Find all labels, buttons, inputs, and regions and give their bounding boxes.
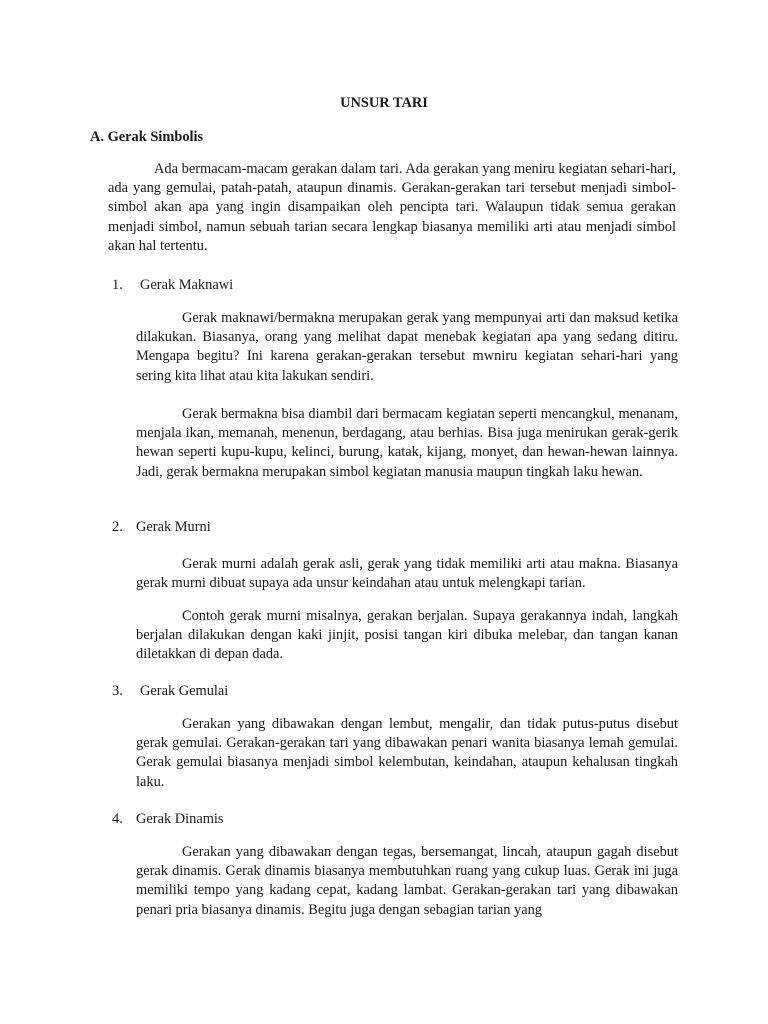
list-item-label: Gerak Maknawi — [140, 277, 234, 293]
paragraph: Gerakan yang dibawakan dengan lembut, mengalir, dan tidak putus-putus disebut gerak gemulai. Gerakan-gerakan tari yang dibawakan penari wanita biasanya lemah gemulai. Gerak gemulai biasanya menjadi simbol kelembutan, keindahan, ataupun kehalusan tingkah laku. — [136, 716, 678, 790]
list-item-heading-1 — [112, 276, 233, 295]
section-heading: A. Gerak Simbolis — [90, 129, 204, 145]
list-item-label: Gerak Gemulai — [140, 683, 229, 699]
list-item-heading-2 — [112, 518, 211, 537]
paragraph: Gerak maknawi/bermakna merupakan gerak yang mempunyai arti dan maksud ketika dilakukan. Biasanya, orang yang melihat dapat menebak kegiatan apa yang sedang ditiru. Mengapa begitu? Ini karena gerakan-gerakan tersebut mwniru kegiatan sehari-hari yang sering kita lihat atau kita lakukan sendiri. — [136, 310, 678, 384]
list-item-label: Gerak Murni — [136, 519, 211, 535]
intro-paragraph: Ada bermacam-macam gerakan dalam tari. Ada gerakan yang meniru kegiatan sehari-hari, ada yang gemulai, patah-patah, ataupun dinamis. Gerakan-gerakan tari tersebut menjadi simbol-simbol akan apa yang ingin disampaikan oleh pencipta tari. Walaupun tidak semua gerakan menjadi simbol, namun sebuah tarian secara lengkap biasanya memiliki arti atau menjadi simbol akan hal tertentu. — [108, 161, 676, 254]
paragraph: Contoh gerak murni misalnya, gerakan berjalan. Supaya gerakannya indah, langkah berjalan dilakukan dengan kaki jinjit, posisi tangan kiri dibuka melebar, dan tangan kanan diletakkan di depan dada. — [136, 608, 678, 663]
page-title: UNSUR TARI — [340, 95, 428, 111]
paragraph: Gerakan yang dibawakan dengan tegas, bersemangat, lincah, ataupun gagah disebut gerak dinamis. Gerak dinamis biasanya membutuhkan ruang yang cukup luas. Gerak ini juga memiliki tempo yang kadang cepat, kadang lambat. Gerakan-gerakan tari yang dibawakan penari pria biasanya dinamis. Begitu juga dengan sebagian tarian yang — [136, 844, 678, 918]
list-item-number: 4. — [112, 811, 123, 827]
paragraph: Gerak bermakna bisa diambil dari bermacam kegiatan seperti mencangkul, menanam, menjala ikan, memanah, menenun, berdagang, atau berhias. Bisa juga menirukan gerak-gerik hewan seperti kupu-kupu, kelinci, burung, katak, kijang, monyet, dan hewan-hewan lainnya. Jadi, gerak bermakna merupakan simbol kegiatan manusia maupun tingkah laku hewan. — [136, 406, 678, 480]
paragraph: Gerak murni adalah gerak asli, gerak yang tidak memiliki arti atau makna. Biasanya gerak murni dibuat supaya ada unsur keindahan atau untuk melengkapi tarian. — [136, 556, 678, 592]
list-item-label: Gerak Dinamis — [136, 811, 224, 827]
list-item-number: 2. — [112, 519, 123, 535]
list-item-heading-3 — [112, 682, 228, 701]
list-item-heading-4 — [112, 810, 224, 829]
list-item-number: 3. — [112, 683, 123, 699]
list-item-number: 1. — [112, 277, 123, 293]
